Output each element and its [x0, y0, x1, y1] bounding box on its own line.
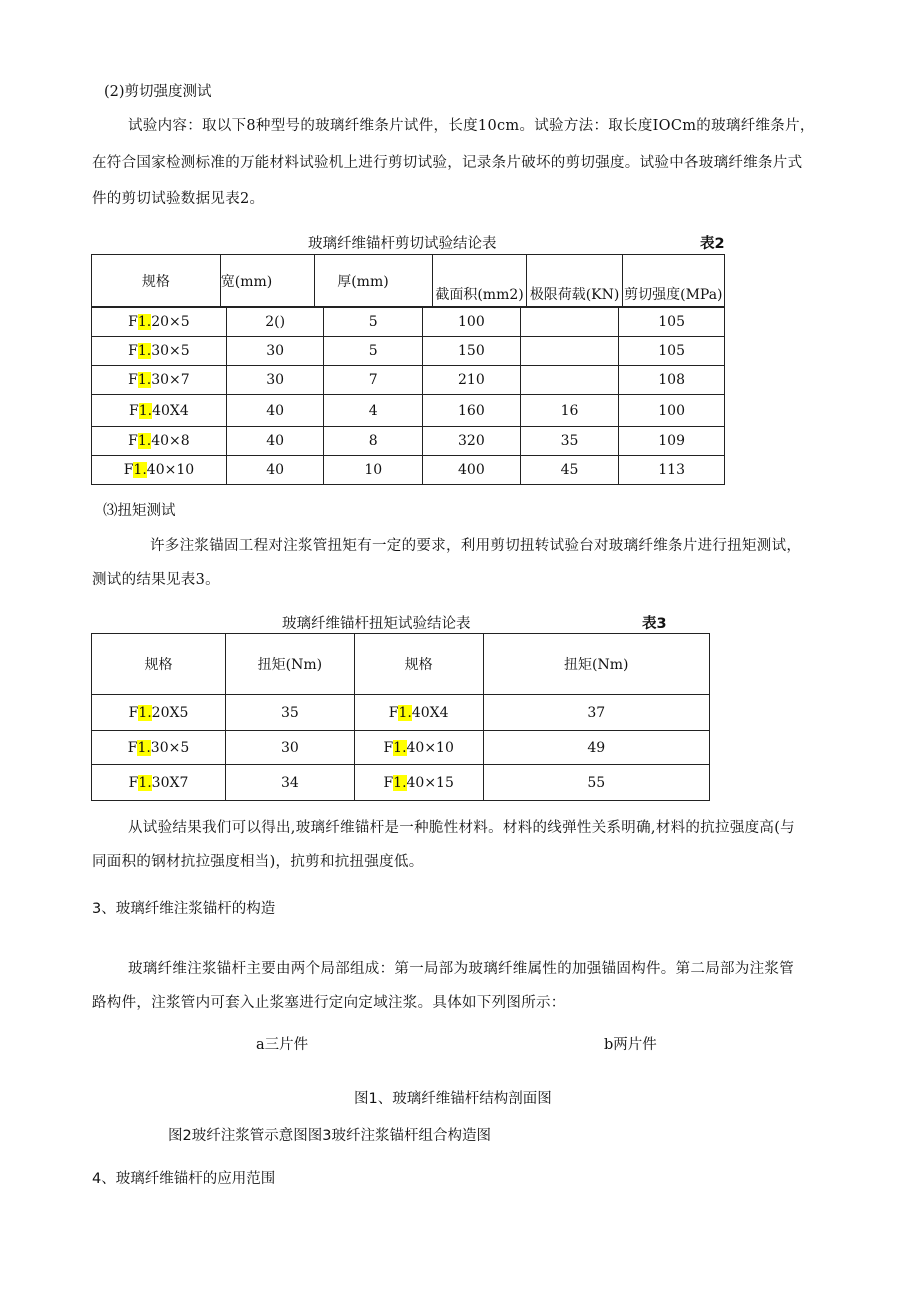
table-cell: 49: [483, 731, 709, 765]
table-row: [92, 456, 725, 485]
table-cell: 5: [324, 337, 423, 366]
header-cell: 扭矩(Nm): [483, 634, 709, 695]
table-cell: 40: [226, 395, 324, 427]
header-cell: 规格: [92, 255, 221, 307]
figure1-caption: 图1、玻璃纤维锚杆结构剖面图: [354, 1091, 552, 1107]
table-cell: [520, 337, 619, 366]
table-cell: 10: [324, 456, 423, 485]
table-cell: 109: [619, 427, 725, 456]
spec-prefix: F: [128, 704, 139, 721]
table-header-row: [92, 634, 710, 695]
table-cell: 5: [324, 308, 423, 337]
table-cell: 150: [423, 337, 521, 366]
shear-test-table-body: [91, 307, 725, 485]
spec-suffix: 40×10: [146, 462, 195, 478]
table-row: [92, 765, 710, 801]
spec-highlight: 1.: [137, 739, 151, 756]
spec-highlight: 1.: [137, 314, 152, 330]
table-row: [92, 366, 725, 395]
table-cell: 7: [324, 366, 423, 395]
spec-cell: [354, 695, 483, 731]
spec-prefix: F: [128, 433, 138, 449]
header-cell: 宽(mm): [220, 255, 314, 307]
section-heading-torque: ⑶扭矩测试: [103, 503, 176, 519]
section-heading-shear: (2)剪切强度测试: [104, 84, 212, 100]
table-cell: 37: [483, 695, 709, 731]
paragraph-line: 许多注浆锚固工程对注浆管扭矩有一定的要求，利用剪切扭转试验台对玻璃纤维条片进行扭矩测试，: [150, 538, 802, 554]
spec-prefix: F: [123, 462, 134, 478]
table-cell: 320: [423, 427, 521, 456]
spec-cell: [92, 427, 227, 456]
table-cell: 34: [225, 765, 354, 801]
spec-highlight: 1.: [138, 774, 152, 791]
paragraph-line: 在符合国家检测标准的万能材料试验机上进行剪切试验，记录条片破坏的剪切强度。试验中各玻璃纤维条片式: [92, 155, 803, 171]
spec-cell: [92, 765, 226, 801]
spec-cell: [354, 765, 483, 801]
spec-highlight: 1.: [398, 704, 412, 721]
table-row: [92, 337, 725, 366]
spec-cell: [92, 308, 227, 337]
spec-suffix: 30×5: [150, 739, 190, 756]
table-row: [92, 731, 710, 765]
header-cell: 厚(mm): [315, 255, 432, 307]
spec-suffix: 30×5: [151, 343, 190, 359]
table-cell: 210: [423, 366, 521, 395]
spec-suffix: 40X4: [152, 402, 189, 419]
spec-cell: [92, 456, 227, 485]
spec-suffix: 40×10: [406, 739, 454, 756]
table-cell: 30: [226, 366, 324, 395]
header-cell: 极限荷载(KN): [527, 255, 622, 307]
spec-cell: [354, 731, 483, 765]
table-row: [92, 427, 725, 456]
spec-prefix: F: [128, 343, 138, 359]
table-cell: 100: [619, 395, 725, 427]
header-cell: 扭矩(Nm): [225, 634, 354, 695]
table-cell: 400: [423, 456, 521, 485]
table-cell: 35: [520, 427, 619, 456]
paragraph-line: 路构件，注浆管内可套入止浆塞进行定向定域注浆。具体如下列图所示：: [92, 995, 566, 1011]
table-cell: [520, 308, 619, 337]
table-cell: 4: [324, 395, 423, 427]
section-heading-structure: 3、玻璃纤维注浆锚杆的构造: [92, 901, 276, 917]
spec-suffix: 30×7: [151, 372, 190, 388]
figure-label-b: b两片件: [604, 1037, 657, 1053]
spec-highlight: 1.: [138, 402, 153, 419]
table-cell: 108: [619, 366, 725, 395]
spec-prefix: F: [388, 704, 399, 721]
header-cell: 截面积(mm2): [432, 255, 527, 307]
spec-highlight: 1.: [393, 739, 407, 756]
spec-cell: [92, 337, 227, 366]
header-cell: 规格: [92, 634, 226, 695]
table-cell: 113: [619, 456, 725, 485]
section-heading-application: 4、玻璃纤维锚杆的应用范围: [92, 1171, 276, 1187]
table-cell: 45: [520, 456, 619, 485]
header-cell: 剪切强度(MPa): [622, 255, 724, 307]
spec-prefix: F: [128, 774, 139, 791]
table-row: [92, 308, 725, 337]
table-cell: 40: [226, 456, 324, 485]
table-cell: 100: [423, 308, 521, 337]
spec-suffix: 30X7: [151, 774, 189, 791]
paragraph-line: 测试的结果见表3。: [92, 572, 220, 588]
paragraph-line: 试验内容：取以下8种型号的玻璃纤维条片试件，长度10cm。试验方法：取长度IOCm的玻璃纤维条片，: [128, 118, 815, 134]
spec-highlight: 1.: [137, 433, 152, 449]
spec-suffix: 40×15: [406, 774, 454, 791]
table3-title: 玻璃纤维锚杆扭矩试验结论表: [282, 616, 471, 632]
spec-prefix: F: [127, 739, 138, 756]
table-cell: 30: [225, 731, 354, 765]
torque-test-table: [91, 633, 710, 801]
table2-label: 表2: [700, 236, 725, 252]
table-row: [92, 395, 725, 427]
spec-suffix: 40×8: [151, 433, 190, 449]
shear-test-table: [91, 254, 725, 307]
spec-prefix: F: [128, 372, 138, 388]
paragraph-line: 从试验结果我们可以得出,玻璃纤维锚杆是一种脆性材料。材料的线弹性关系明确,材料的抗拉强度高(与: [128, 820, 795, 836]
table-row: [92, 695, 710, 731]
table-cell: 30: [226, 337, 324, 366]
table2-title: 玻璃纤维锚杆剪切试验结论表: [308, 236, 497, 252]
spec-cell: [92, 695, 226, 731]
spec-prefix: F: [129, 402, 139, 419]
table-cell: [520, 366, 619, 395]
paragraph-line: 件的剪切试验数据见表2。: [92, 191, 265, 207]
table3-label: 表3: [642, 616, 667, 632]
spec-highlight: 1.: [137, 343, 152, 359]
spec-cell: [92, 395, 227, 427]
spec-prefix: F: [383, 774, 394, 791]
table-cell: 40: [226, 427, 324, 456]
paragraph-line: 玻璃纤维注浆锚杆主要由两个局部组成：第一局部为玻璃纤维属性的加强锚固构件。第二局部为注浆管: [128, 961, 794, 977]
figure23-caption: 图2玻纤注浆管示意图图3玻纤注浆锚杆组合构造图: [168, 1128, 491, 1144]
spec-highlight: 1.: [137, 372, 152, 388]
spec-highlight: 1.: [138, 704, 152, 721]
spec-highlight: 1.: [393, 774, 407, 791]
table-cell: 35: [225, 695, 354, 731]
spec-suffix: 40X4: [411, 704, 449, 721]
table-header-row: [92, 255, 725, 307]
table-cell: 55: [483, 765, 709, 801]
spec-cell: [92, 731, 226, 765]
table-cell: 16: [520, 395, 619, 427]
spec-prefix: F: [128, 314, 138, 330]
paragraph-line: 同面积的钢材抗拉强度相当)，抗剪和抗扭强度低。: [92, 854, 424, 870]
spec-cell: [92, 366, 227, 395]
header-cell: 规格: [354, 634, 483, 695]
table-cell: 160: [423, 395, 521, 427]
spec-highlight: 1.: [133, 462, 147, 478]
spec-prefix: F: [383, 739, 394, 756]
figure-label-a: a三片件: [256, 1037, 309, 1053]
table-cell: 2(): [226, 308, 324, 337]
spec-suffix: 20×5: [151, 314, 190, 330]
spec-suffix: 20X5: [151, 704, 189, 721]
table-cell: 105: [619, 308, 725, 337]
table-cell: 8: [324, 427, 423, 456]
table-cell: 105: [619, 337, 725, 366]
